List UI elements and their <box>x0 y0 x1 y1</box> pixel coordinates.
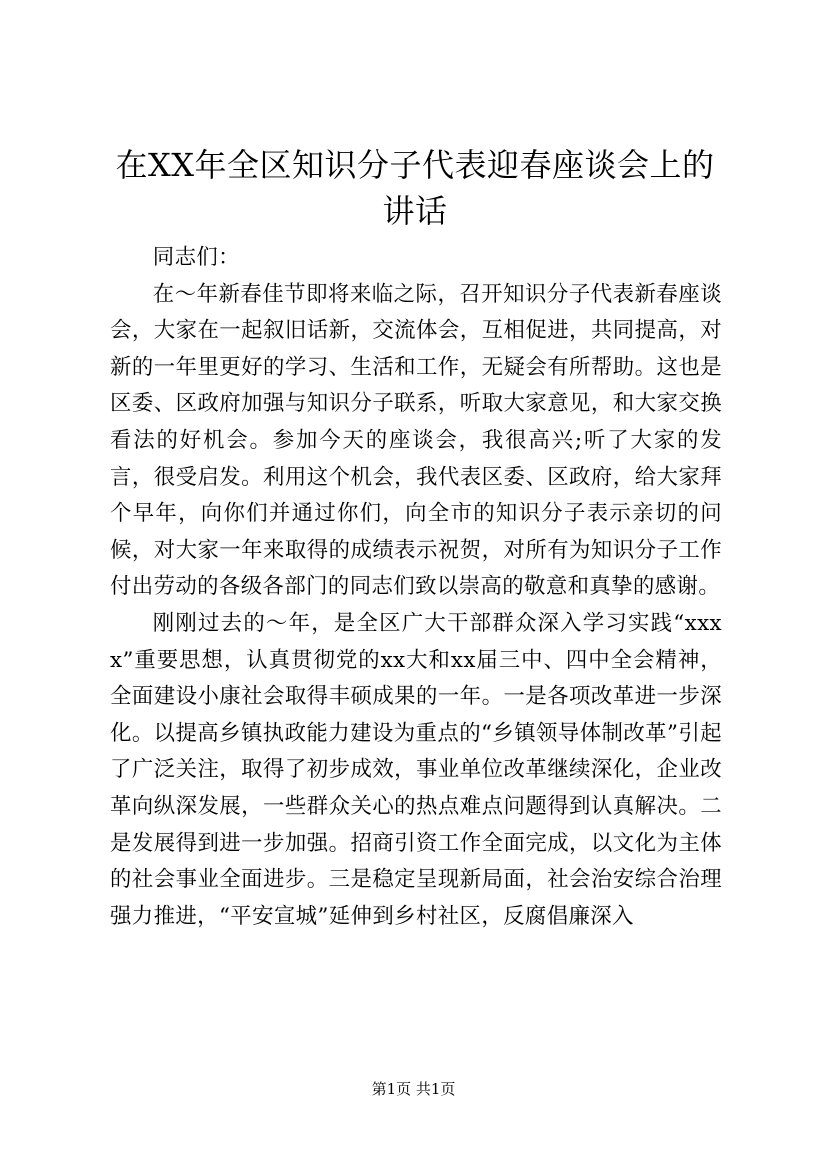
document-body-viewport <box>100 236 730 1022</box>
paragraph-1: 在～年新春佳节即将来临之际，召开知识分子代表新春座谈会，大家在一起叙旧话新，交流体会，互相促进，共同提高，对新的一年里更好的学习、生活和工作，无疑会有所帮助。这也是区委、区政府加强与知识分子联系，听取大家意见，和大家交换看法的好机会。参加今天的座谈会，我很高兴;听了大家的发言，很受启发。利用这个机会，我代表区委、区政府，给大家拜个早年，向你们并通过你们，向全市的知识分子表示亲切的问候，对大家一年来取得的成绩表示祝贺，对所有为知识分子工作付出劳动的各级各部门的同志们致以崇高的敬意和真挚的感谢。 <box>110 281 722 600</box>
paragraph-2: 刚刚过去的～年，是全区广大干部群众深入学习实践“xxxx”重要思想，认真贯彻党的xx大和xx届三中、四中全会精神，全面建设小康社会取得丰硕成果的一年。一是各项改革进一步深化。以提高乡镇执政能力建设为重点的“乡镇领导体制改革”引起了广泛关注，取得了初步成效，事业单位改革继续深化，企业改革向纵深发展，一些群众关心的热点难点问题得到认真解决。二是发展得到进一步加强。招商引资工作全面完成，以文化为主体的社会事业全面进步。三是稳定呈现新局面，社会治安综合治理强力推进，“平安宣城”延伸到乡村社区，反腐倡廉深入 <box>110 610 722 929</box>
page-footer: 第1页 共1页 <box>371 1080 456 1098</box>
salutation: 同志们： <box>152 245 240 270</box>
document-body <box>110 240 722 935</box>
document-title: 在XX年全区知识分子代表迎春座谈会上的讲话 <box>115 146 715 230</box>
